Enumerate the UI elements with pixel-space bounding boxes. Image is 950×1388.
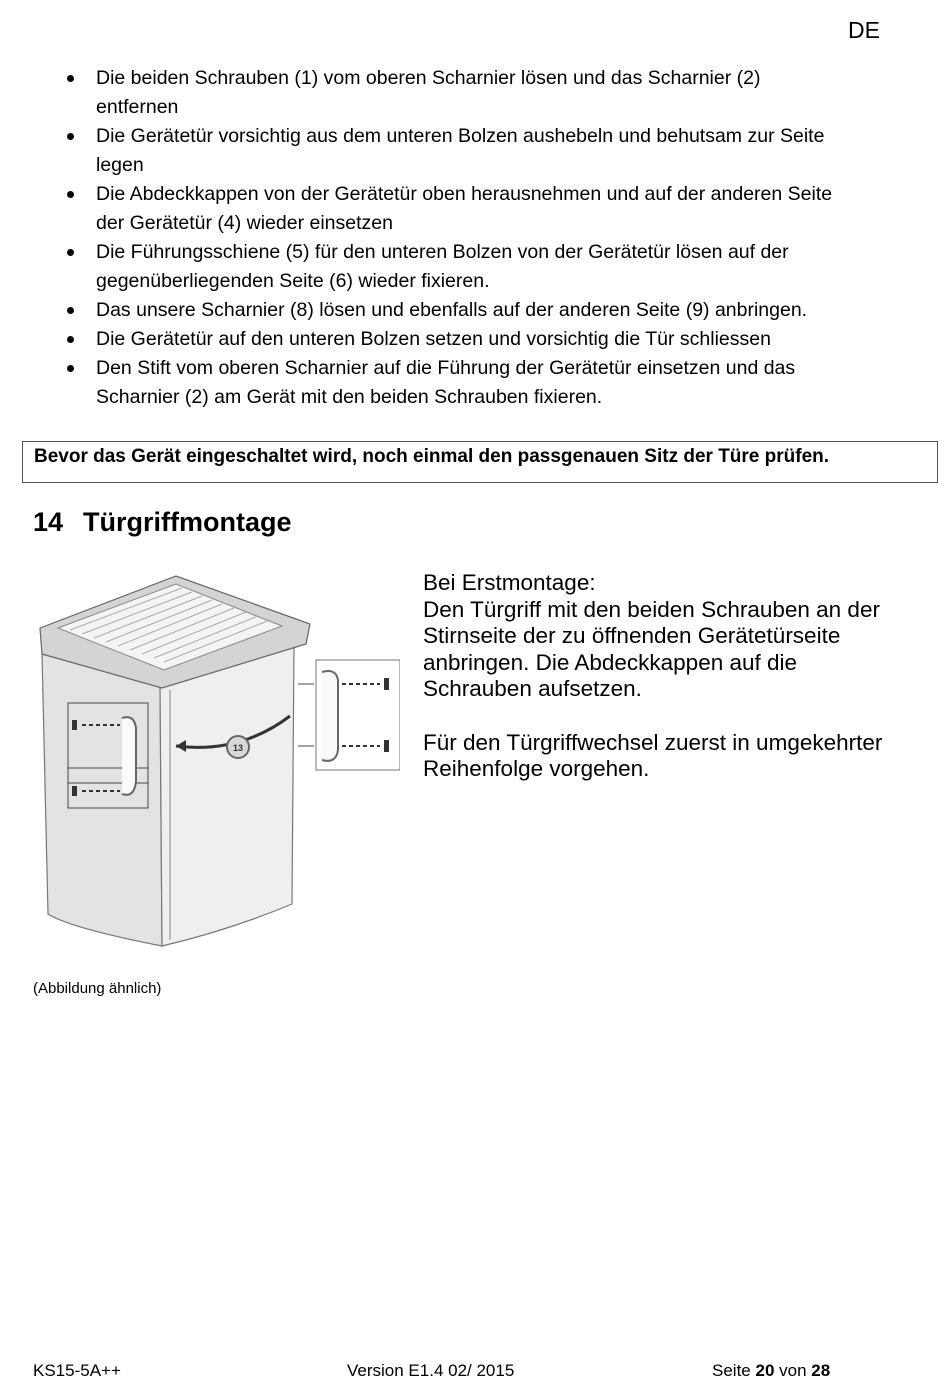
bullet-icon <box>67 307 74 314</box>
list-item-text: Die beiden Schrauben (1) vom oberen Scharnier lösen und das Scharnier (2) <box>96 67 761 89</box>
list-item <box>60 325 920 354</box>
list-item <box>60 238 920 296</box>
list-item <box>60 180 920 238</box>
section-title: Türgriffmontage <box>83 507 292 537</box>
description-line: Schrauben aufsetzen. <box>423 676 642 701</box>
bullet-icon <box>67 133 74 140</box>
footer-page-prefix: Seite <box>712 1361 751 1380</box>
handle-icon <box>122 717 136 795</box>
door-handle-illustration <box>30 568 400 968</box>
description-line: Für den Türgriffwechsel zuerst in umgekehrter <box>423 729 883 755</box>
footer-page-total: 28 <box>811 1361 831 1380</box>
step-badge-label: 13 <box>232 743 244 753</box>
list-item <box>60 64 920 122</box>
list-item-text: Die Gerätetür auf den unteren Bolzen setzen und vorsichtig die Tür schliessen <box>96 328 771 350</box>
description-line: anbringen. Die Abdeckkappen auf die <box>423 649 798 675</box>
instruction-list <box>60 64 920 412</box>
list-item <box>60 122 920 180</box>
fridge-front-panel <box>42 654 162 946</box>
bullet-icon <box>67 336 74 343</box>
list-item <box>60 296 920 325</box>
bullet-icon <box>67 191 74 198</box>
list-item-text: Die Abdeckkappen von der Gerätetür oben herausnehmen und auf der anderen Seite <box>96 183 833 205</box>
bullet-icon <box>67 365 74 372</box>
list-item-text-cont: der Gerätetür (4) wieder einsetzen <box>96 212 393 234</box>
description-line: Reihenfolge vorgehen. <box>423 756 650 781</box>
list-item-text: Das unsere Scharnier (8) lösen und ebenfalls auf der anderen Seite (9) anbringen. <box>96 299 808 321</box>
description-line: Bei Erstmontage: <box>423 570 596 595</box>
list-item-text: Die Führungsschiene (5) für den unteren Bolzen von der Gerätetür lösen auf der <box>96 241 789 263</box>
list-item-text: Die Gerätetür vorsichtig aus dem unteren Bolzen aushebeln und behutsam zur Seite <box>96 125 825 147</box>
footer-page-current: 20 <box>755 1361 775 1380</box>
list-item-text: Den Stift vom oberen Scharnier auf die Führung der Gerätetür einsetzen und das <box>96 357 796 379</box>
footer-page-number <box>712 1361 830 1381</box>
figure-caption: (Abbildung ähnlich) <box>33 980 162 997</box>
warning-box: Bevor das Gerät eingeschaltet wird, noch einmal den passgenauen Sitz der Türe prüfen. <box>22 441 938 483</box>
footer-version: Version E1.4 02/ 2015 <box>347 1361 515 1380</box>
description-line: Den Türgriff mit den beiden Schrauben an der <box>423 596 880 622</box>
list-item-text-cont: gegenüberliegenden Seite (6) wieder fixieren. <box>96 270 490 292</box>
list-item <box>60 354 920 412</box>
list-item-text-cont: Scharnier (2) am Gerät mit den beiden Schrauben fixieren. <box>96 386 603 408</box>
description-line: Stirnseite der zu öffnenden Gerätetürseite <box>423 623 841 648</box>
section-number: 14 <box>33 507 64 537</box>
fridge-side-panel <box>160 646 294 946</box>
description-text <box>423 570 923 783</box>
language-code: DE <box>848 17 880 43</box>
footer-model: KS15-5A++ <box>33 1361 121 1380</box>
list-item-text-cont: legen <box>96 154 144 176</box>
footer-page-mid: von <box>779 1361 807 1380</box>
bullet-icon <box>67 75 74 82</box>
bullet-icon <box>67 249 74 256</box>
list-item-text-cont: entfernen <box>96 96 179 118</box>
